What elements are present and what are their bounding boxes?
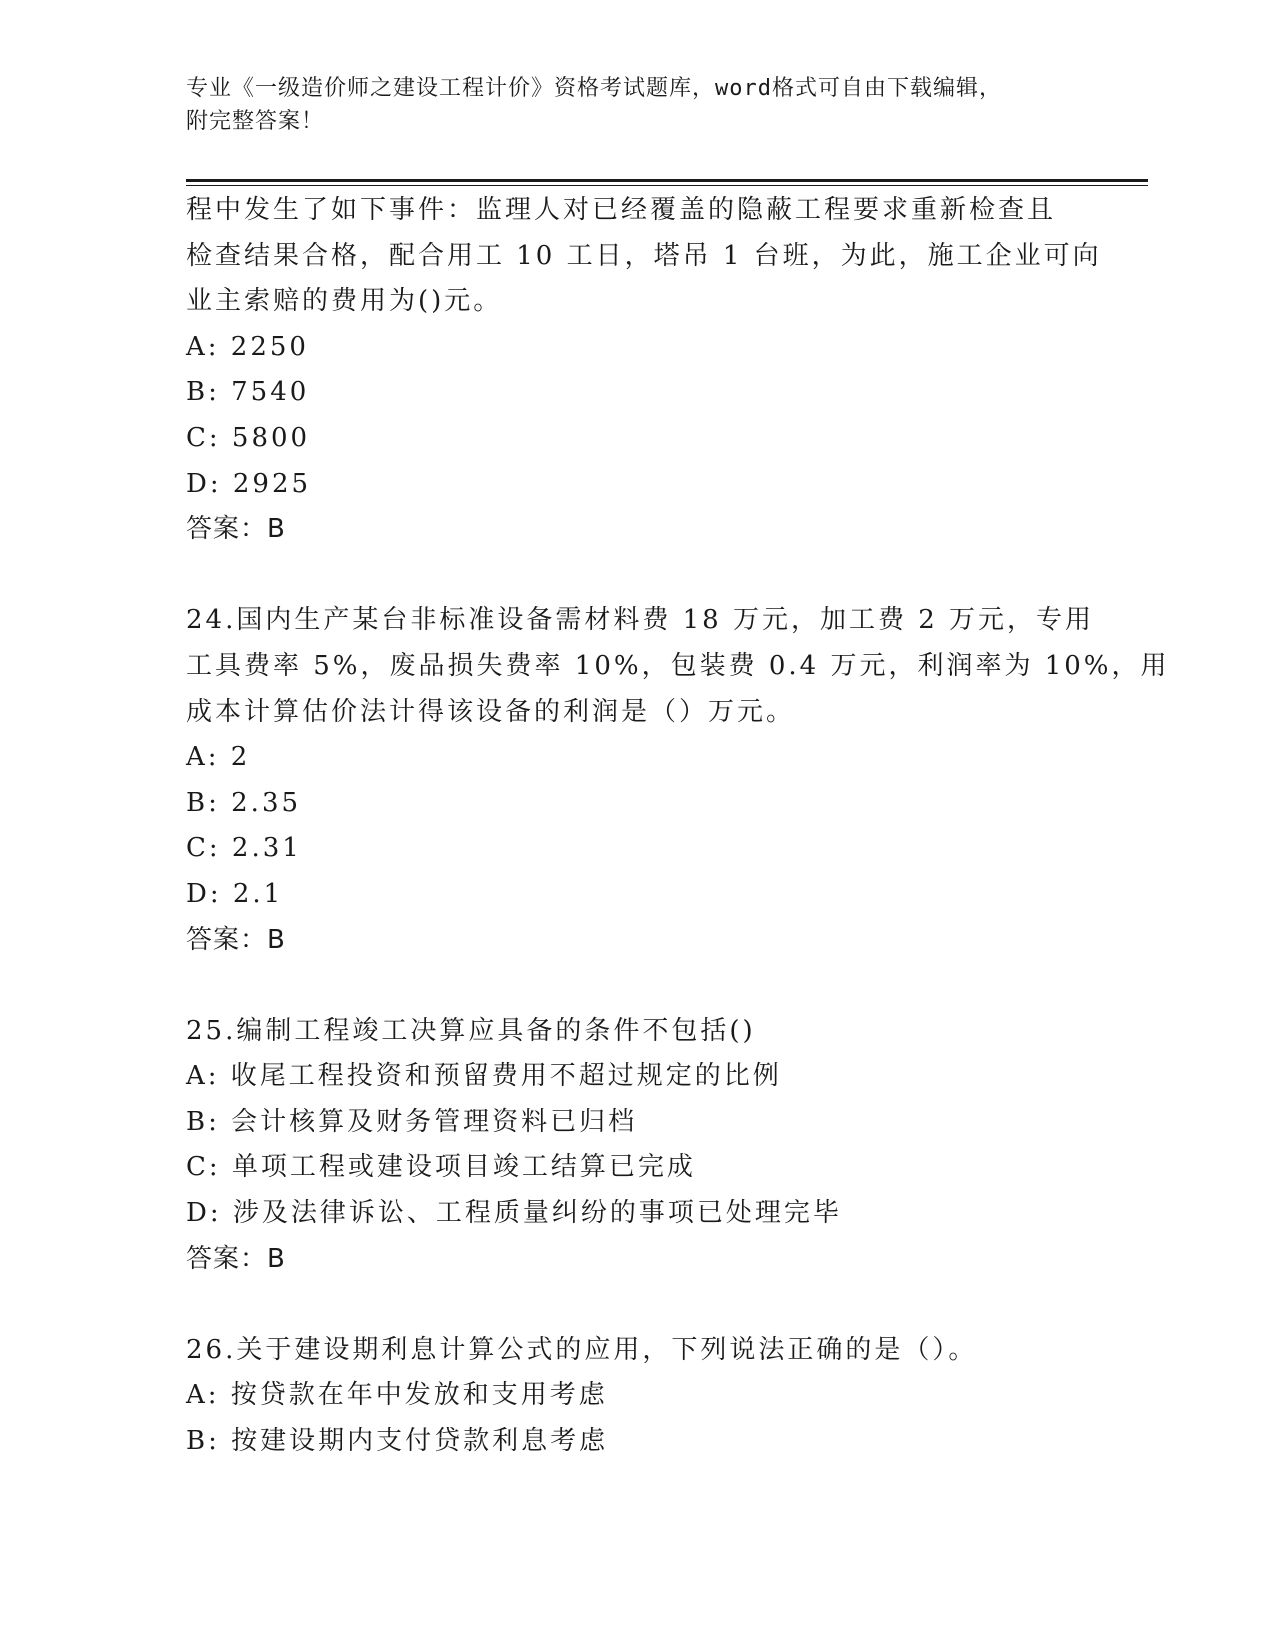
option-d: D: 涉及法律诉讼、工程质量纠纷的事项已处理完毕 bbox=[186, 1198, 842, 1229]
document-header bbox=[186, 72, 1086, 138]
question-list bbox=[186, 188, 1170, 1465]
question-25 bbox=[186, 1009, 1086, 1283]
option-d: D: 2.1 bbox=[186, 878, 284, 909]
spacer bbox=[186, 963, 1086, 1009]
question-text-line: 25.编制工程竣工决算应具备的条件不包括() bbox=[186, 1015, 756, 1046]
question-text-line: 检查结果合格，配合用工 10 工日，塔吊 1 台班，为此，施工企业可向 bbox=[186, 240, 1102, 271]
question-text-line: 业主索赔的费用为()元。 bbox=[186, 286, 503, 317]
option-a: A: 收尾工程投资和预留费用不超过规定的比例 bbox=[186, 1061, 782, 1092]
question-text-line: 26.关于建设期利息计算公式的应用，下列说法正确的是（）。 bbox=[186, 1334, 978, 1365]
question-24 bbox=[186, 598, 1170, 963]
question-text-line: 24.国内生产某台非标准设备需材料费 18 万元，加工费 2 万元，专用 bbox=[186, 605, 1095, 636]
option-a: A: 按贷款在年中发放和支用考虑 bbox=[186, 1380, 608, 1411]
question-text-line: 程中发生了如下事件：监理人对已经覆盖的隐蔽工程要求重新检查且 bbox=[186, 195, 1057, 225]
header-line-1: 专业《一级造价师之建设工程计价》资格考试题库，word格式可自由下载编辑， bbox=[186, 76, 1002, 101]
header-line-2: 附完整答案！ bbox=[186, 109, 325, 134]
spacer bbox=[186, 553, 1086, 599]
spacer bbox=[186, 1282, 1086, 1328]
answer-line: 答案：B bbox=[186, 1243, 286, 1274]
option-b: B: 按建设期内支付贷款利息考虑 bbox=[186, 1426, 609, 1457]
header-rule-thick bbox=[186, 179, 1148, 182]
option-d: D: 2925 bbox=[186, 468, 312, 499]
question-23 bbox=[186, 188, 1102, 553]
option-a: A: 2250 bbox=[186, 331, 309, 362]
answer-line: 答案：B bbox=[186, 514, 286, 545]
option-b: B: 7540 bbox=[186, 377, 310, 408]
question-26 bbox=[186, 1328, 1086, 1465]
option-c: C: 5800 bbox=[186, 422, 311, 453]
option-c: C: 单项工程或建设项目竣工结算已完成 bbox=[186, 1152, 696, 1183]
answer-line: 答案：B bbox=[186, 924, 286, 955]
question-text-line: 成本计算估价法计得该设备的利润是（）万元。 bbox=[186, 696, 796, 727]
option-a: A: 2 bbox=[186, 742, 251, 773]
option-b: B: 2.35 bbox=[186, 787, 302, 818]
option-c: C: 2.31 bbox=[186, 833, 302, 864]
option-b: B: 会计核算及财务管理资料已归档 bbox=[186, 1106, 638, 1137]
question-text-line: 工具费率 5%，废品损失费率 10%，包装费 0.4 万元，利润率为 10%，用 bbox=[186, 650, 1170, 681]
header-rule-thin bbox=[186, 185, 1148, 186]
